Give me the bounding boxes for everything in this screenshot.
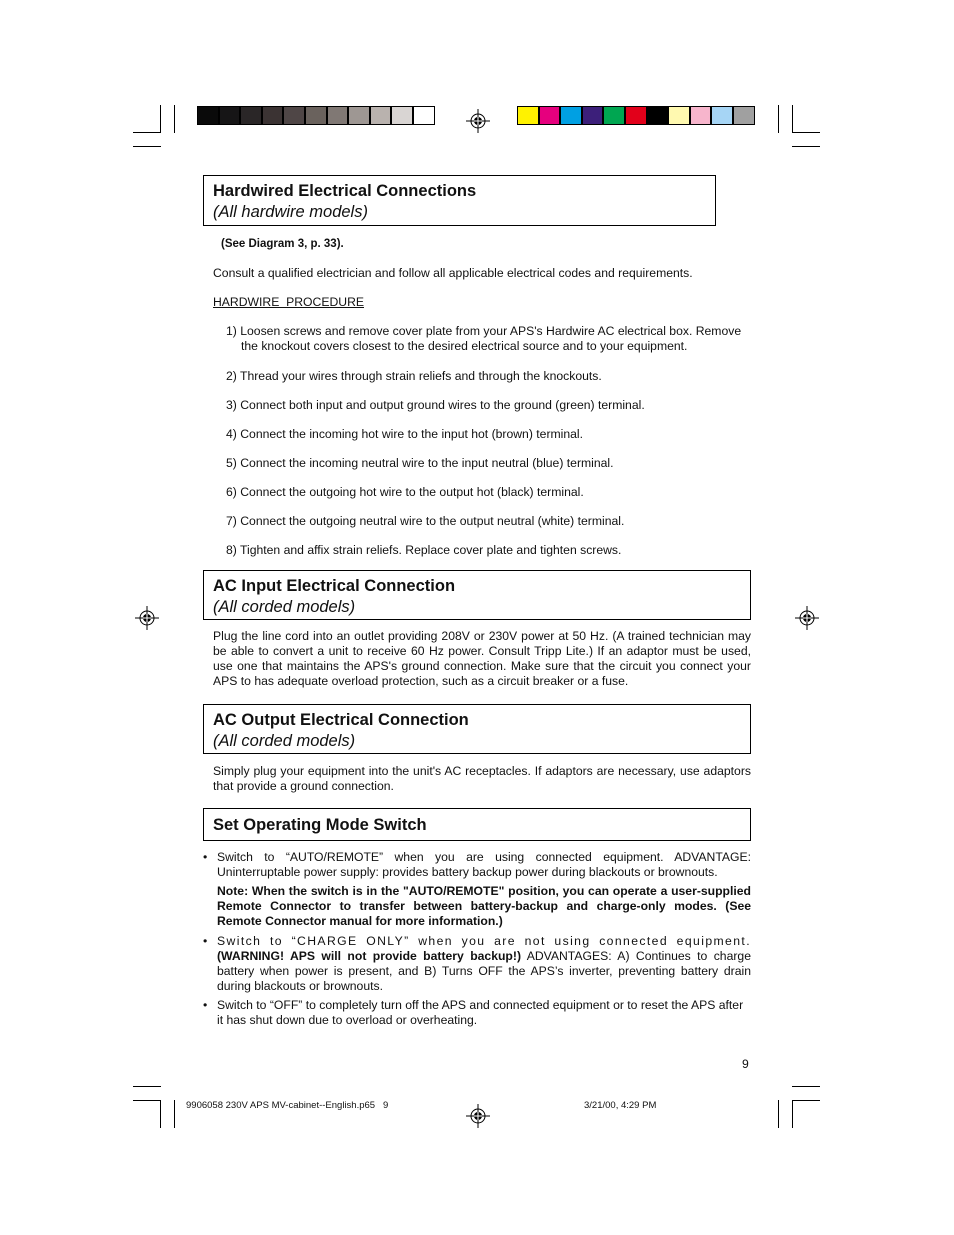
color-swatch xyxy=(517,106,539,125)
section-title: AC Input Electrical Connection xyxy=(213,577,456,595)
section-subtitle: (All corded models) xyxy=(213,598,356,616)
color-swatch xyxy=(262,106,284,125)
color-swatch xyxy=(668,106,690,125)
section-header-ac-input xyxy=(203,570,751,620)
registration-mark-icon xyxy=(466,109,490,133)
procedure-step: 3) Connect both input and output ground wires to the ground (green) terminal. xyxy=(226,398,645,412)
hardwired-intro: Consult a qualified electrician and follow all applicable electrical codes and requirements. xyxy=(213,266,693,280)
section-title: Set Operating Mode Switch xyxy=(213,816,427,834)
color-swatch xyxy=(305,106,327,125)
bullet-charge-only: • Switch to “CHARGE ONLY” when you are not using connected equipment. (WARNING! APS will not provide battery backup!) ADVANTAGES: A) Continues to charge battery when power is present, and B) Turns OFF the APS’s inverter, preventing battery drain during blackouts or brownouts. xyxy=(203,934,751,993)
color-swatch xyxy=(219,106,241,125)
bullet-icon: • xyxy=(203,934,208,948)
color-swatch xyxy=(413,106,435,125)
section-header-ac-output xyxy=(203,704,751,754)
section-title: Hardwired Electrical Connections xyxy=(213,182,477,200)
auto-remote-note: Note: When the switch is in the "AUTO/REMOTE" position, you can operate a user-supplied Remote Connector to transfer between battery-backup and charge-only modes. (See Remote Connector manual for more information.) xyxy=(217,884,751,928)
file-info: 9906058 230V APS MV-cabinet--English.p65 9 xyxy=(186,1100,389,1111)
color-swatch xyxy=(348,106,370,125)
ac-output-body: Simply plug your equipment into the unit's AC receptacles. If adaptors are necessary, use adaptors that provide a ground connection. xyxy=(213,764,751,793)
procedure-step: 2) Thread your wires through strain reliefs and through the knockouts. xyxy=(226,369,602,383)
procedure-step: 1) Loosen screws and remove cover plate from your APS's Hardwire AC electrical box. Remove the knockout covers closest to the desired electrical source and to your equipment. xyxy=(226,324,742,353)
color-swatch xyxy=(625,106,647,125)
see-diagram-note: (See Diagram 3, p. 33). xyxy=(221,238,344,250)
print-timestamp: 3/21/00, 4:29 PM xyxy=(584,1100,657,1111)
section-header-hardwired xyxy=(203,175,716,226)
color-swatch xyxy=(240,106,262,125)
color-swatch xyxy=(539,106,561,125)
bullet-auto-remote: • Switch to “AUTO/REMOTE” when you are using connected equipment. ADVANTAGE: Uninterruptable power supply: provides battery backup power during blackouts or brownouts. Note: When the switch is in the "AUTO/REMOTE" position, you can operate a user-supplied Remote Connector to transfer between battery-backup and charge-only modes. (See Remote Connector manual for more information.) xyxy=(203,850,751,928)
procedure-step: 6) Connect the outgoing hot wire to the output hot (black) terminal. xyxy=(226,485,584,499)
color-swatch xyxy=(603,106,625,125)
section-header-mode-switch xyxy=(203,808,751,841)
registration-mark-icon xyxy=(795,606,819,630)
color-swatch xyxy=(711,106,733,125)
bullet-icon: • xyxy=(203,850,208,864)
color-swatch xyxy=(370,106,392,125)
color-swatch xyxy=(391,106,413,125)
registration-mark-icon xyxy=(135,606,159,630)
procedure-step: 8) Tighten and affix strain reliefs. Replace cover plate and tighten screws. xyxy=(226,543,622,557)
color-swatch xyxy=(197,106,219,125)
bullet-off: • Switch to “OFF” to completely turn off the APS and connected equipment or to reset the APS after it has shut down due to overload or overheating. xyxy=(203,998,744,1027)
color-swatch xyxy=(582,106,604,125)
registration-mark-icon xyxy=(466,1104,490,1128)
procedure-step: 4) Connect the incoming hot wire to the input hot (brown) terminal. xyxy=(226,427,584,441)
color-swatch xyxy=(283,106,305,125)
procedure-step: 5) Connect the incoming neutral wire to the input neutral (blue) terminal. xyxy=(226,456,614,470)
section-subtitle: (All hardwire models) xyxy=(213,203,368,221)
page-number: 9 xyxy=(742,1057,749,1071)
color-swatch xyxy=(647,106,669,125)
color-swatch xyxy=(327,106,349,125)
section-title: AC Output Electrical Connection xyxy=(213,711,469,729)
section-subtitle: (All corded models) xyxy=(213,732,356,750)
procedure-step: 7) Connect the outgoing neutral wire to the output neutral (white) terminal. xyxy=(226,514,625,528)
color-swatch xyxy=(690,106,712,125)
procedure-heading: HARDWIRE PROCEDURE xyxy=(213,295,364,309)
color-swatch xyxy=(560,106,582,125)
color-swatch xyxy=(733,106,755,125)
ac-input-body: Plug the line cord into an outlet providing 208V or 230V power at 50 Hz. (A trained technician may be able to convert a unit to receive 60 Hz power. Consult Tripp Lite.) If an adaptor must be used, use one that maintains the APS's ground connection. Make sure that the circuit you connect your APS to has adequate overload protection, such as a circuit breaker or a fuse. xyxy=(213,629,751,688)
bullet-icon: • xyxy=(203,998,208,1012)
warning-text: (WARNING! APS will not provide battery backup!) xyxy=(217,949,521,963)
